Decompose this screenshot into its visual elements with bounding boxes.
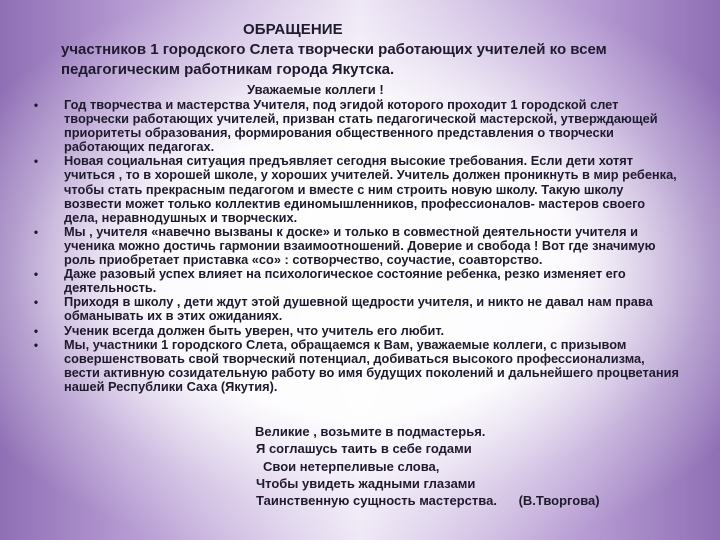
bullet-text-5: Приходя в школу , дети ждут этой душевной щедрости учителя, и никто не давал нам права обманывать их в этих ожиданиях. <box>64 294 653 324</box>
bullet-item-4 <box>30 267 680 295</box>
bullet-text-4: Даже разовый успех влияет на психологическое состояние ребенка, резко изменяет его деятельность. <box>64 266 626 296</box>
bullet-text-1: Год творчества и мастерства Учителя, под эгидой которого проходит 1 городской слет творчески работающих учителей, призван стать педагогической мастерской, утверждающей приоритеты образования, формирования общественного представления о творчески работающих педагогах. <box>64 97 658 155</box>
poem-author: (В.Творгова) <box>518 493 600 509</box>
poem-line-5 <box>255 492 600 509</box>
bullet-item-3 <box>30 225 680 267</box>
poem-line-2: Я соглашусь таить в себе годами <box>256 441 472 457</box>
poem <box>255 423 600 509</box>
bullet-item-6 <box>30 324 680 338</box>
bullet-icon: • <box>33 154 39 169</box>
poem-line-3: Свои нетерпеливые слова, <box>263 458 440 474</box>
page-subtitle: участников 1 городского Слета творчески работающих учителей ко всем педагогическим работникам города Якутска. <box>61 41 607 78</box>
bullet-icon: • <box>33 267 39 282</box>
poem-line-4: Чтобы увидеть жадными глазами <box>256 475 476 491</box>
bullet-text-6: Ученик всегда должен быть уверен, что учитель его любит. <box>64 322 445 338</box>
bullet-item-2 <box>30 154 680 224</box>
bullet-icon: • <box>33 98 39 112</box>
bullet-text-3: Мы , учителя «навечно вызваны к доске» и только в совместной деятельности учителя и ученика можно достичь гармонии взаимоотношений. Доверие и свобода ! Вот где значимую роль приобретает приставка «со» : сотворчество, соучастие, соавторство. <box>64 223 656 268</box>
poem-line-1: Великие , возьмите в подмастерья. <box>255 424 486 439</box>
bullet-icon: • <box>33 337 39 352</box>
bullet-item-1 <box>30 98 680 154</box>
greeting: Уважаемые коллеги ! <box>247 82 384 97</box>
bullet-icon: • <box>33 224 39 239</box>
bullet-icon: • <box>33 323 39 338</box>
bullet-icon: • <box>33 295 39 310</box>
bullet-item-5 <box>30 295 680 323</box>
bullet-text-2: Новая социальная ситуация предъявляет сегодня высокие требования. Если дети хотят учиться , то в хорошей школе, у хороших учителей. Учитель должен проникнуть в мир ребенка, чтобы стать прекрасным педагогом и вместе с ним строить новую школу. Такую школу возвести может только коллектив единомышленников, профессионалов- мастеров своего дела, неравнодушных и творческих. <box>64 153 677 225</box>
bullet-text-7: Мы, участники 1 городского Слета, обращаемся к Вам, уважаемые коллеги, с призывом совершенствовать свой творческий потенциал, добиваться высокого профессионализма, вести активную созидательную работу во имя будущих поколений и дальнейшего процветания нашей Республики Саха (Якутия). <box>64 336 679 394</box>
bullet-item-7 <box>30 338 680 394</box>
poem-line-5-text: Таинственную сущность мастерства. <box>256 493 497 509</box>
bullet-list <box>30 98 680 394</box>
page-title: ОБРАЩЕНИЕ <box>243 21 343 38</box>
